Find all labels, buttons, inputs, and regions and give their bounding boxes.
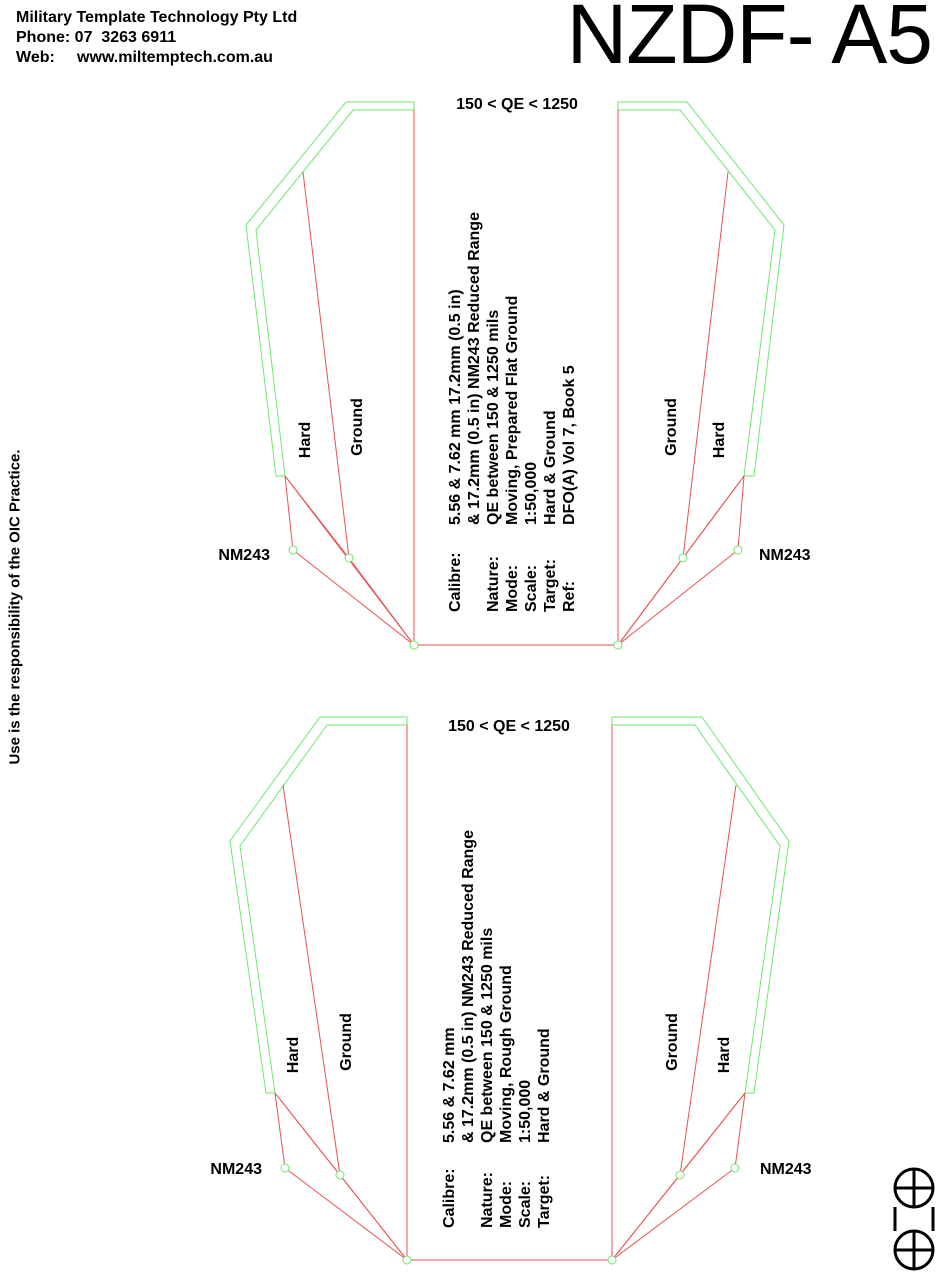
template-top-point-ground-left [345, 554, 353, 562]
template-top-field-label-0: Calibre: [447, 552, 464, 612]
template-bottom-nm-right: NM243 [760, 1161, 812, 1178]
template-top-field-value-5: Hard & Ground [542, 410, 559, 525]
company-name: Military Template Technology Pty Ltd [16, 9, 298, 26]
template-bottom-field-label-4: Scale: [517, 1180, 534, 1228]
template-bottom-ground-right: Ground [664, 1013, 681, 1071]
circle-cross-logo-icon [895, 1169, 933, 1269]
template-top-point-nm-right [734, 546, 742, 554]
template-bottom-hard-right: Hard [716, 1036, 733, 1074]
template-bottom-point-base-left [403, 1256, 411, 1264]
template-top-hard-right: Hard [711, 421, 728, 459]
template-top-field-value-1: & 17.2mm (0.5 in) NM243 Reduced Range [466, 212, 483, 525]
template-bottom-ground-left: Ground [338, 1013, 355, 1071]
template-bottom-field-value-4: 1:50,000 [517, 1079, 534, 1143]
template-top-point-base-right [614, 641, 622, 649]
page-title: NZDF- A5 [566, 0, 932, 81]
template-bottom-field-label-5: Target: [536, 1174, 553, 1228]
phone-label: Phone: [16, 29, 71, 46]
template-top-nm-left: NM243 [218, 547, 270, 564]
template-top-field-label-2: Nature: [485, 555, 502, 612]
template-top-info-block [447, 212, 578, 612]
template-top-field-value-6: DFO(A) Vol 7, Book 5 [561, 365, 578, 525]
template-top-qe-label: 150 < QE < 1250 [456, 96, 578, 113]
template-top-ground-left: Ground [349, 398, 366, 456]
template-bottom-field-value-5: Hard & Ground [536, 1028, 553, 1143]
template-bottom-point-ground-right [676, 1171, 684, 1179]
template-top-nm-right: NM243 [759, 547, 811, 564]
template-top-point-nm-left [289, 546, 297, 554]
template-bottom-point-nm-left [281, 1164, 289, 1172]
template-bottom-point-nm-right [731, 1164, 739, 1172]
template-bottom-right-outline [612, 717, 789, 1093]
template-top-field-label-4: Scale: [523, 564, 540, 612]
template-bottom [210, 717, 811, 1264]
template-bottom-hard-left: Hard [285, 1036, 302, 1074]
template-bottom-field-value-3: Moving, Rough Ground [498, 965, 515, 1143]
template-top [218, 96, 810, 649]
template-top-field-label-6: Ref: [561, 580, 578, 612]
template-top-field-label-5: Target: [542, 558, 559, 612]
template-top-field-value-0: 5.56 & 7.62 mm 17.2mm (0.5 in) [447, 289, 464, 525]
phone-number: 07 3263 6911 [74, 29, 177, 46]
template-bottom-nm-left: NM243 [210, 1161, 262, 1178]
template-bottom-field-label-3: Mode: [498, 1180, 515, 1228]
template-top-hard-left: Hard [297, 421, 314, 459]
template-top-left-outline [246, 102, 414, 476]
template-bottom-point-ground-left [336, 1171, 344, 1179]
template-bottom-field-value-2: QE between 150 & 1250 mils [479, 927, 496, 1143]
template-top-right-outline [618, 102, 784, 476]
template-bottom-field-label-2: Nature: [479, 1171, 496, 1228]
template-bottom-qe-label: 150 < QE < 1250 [448, 718, 570, 735]
template-bottom-point-base-right [608, 1256, 616, 1264]
template-bottom-field-value-0: 5.56 & 7.62 mm [441, 1027, 458, 1143]
template-bottom-field-value-1: & 17.2mm (0.5 in) NM243 Reduced Range [460, 830, 477, 1143]
template-top-field-value-3: Moving, Prepared Flat Ground [504, 295, 521, 525]
side-note: Use is the responsibility of the OIC Practice. [6, 449, 24, 765]
template-top-field-label-3: Mode: [504, 564, 521, 612]
template-bottom-info-block [441, 830, 553, 1228]
web-address: www.miltemptech.com.au [77, 49, 273, 66]
template-top-point-base-left [410, 641, 418, 649]
template-bottom-field-label-0: Calibre: [441, 1168, 458, 1228]
web-label: Web: [16, 49, 55, 66]
template-top-point-ground-right [679, 554, 687, 562]
template-top-field-value-2: QE between 150 & 1250 mils [485, 309, 502, 525]
template-top-field-value-4: 1:50,000 [523, 461, 540, 525]
template-bottom-left-outline [230, 717, 407, 1093]
template-top-ground-right: Ground [663, 398, 680, 456]
